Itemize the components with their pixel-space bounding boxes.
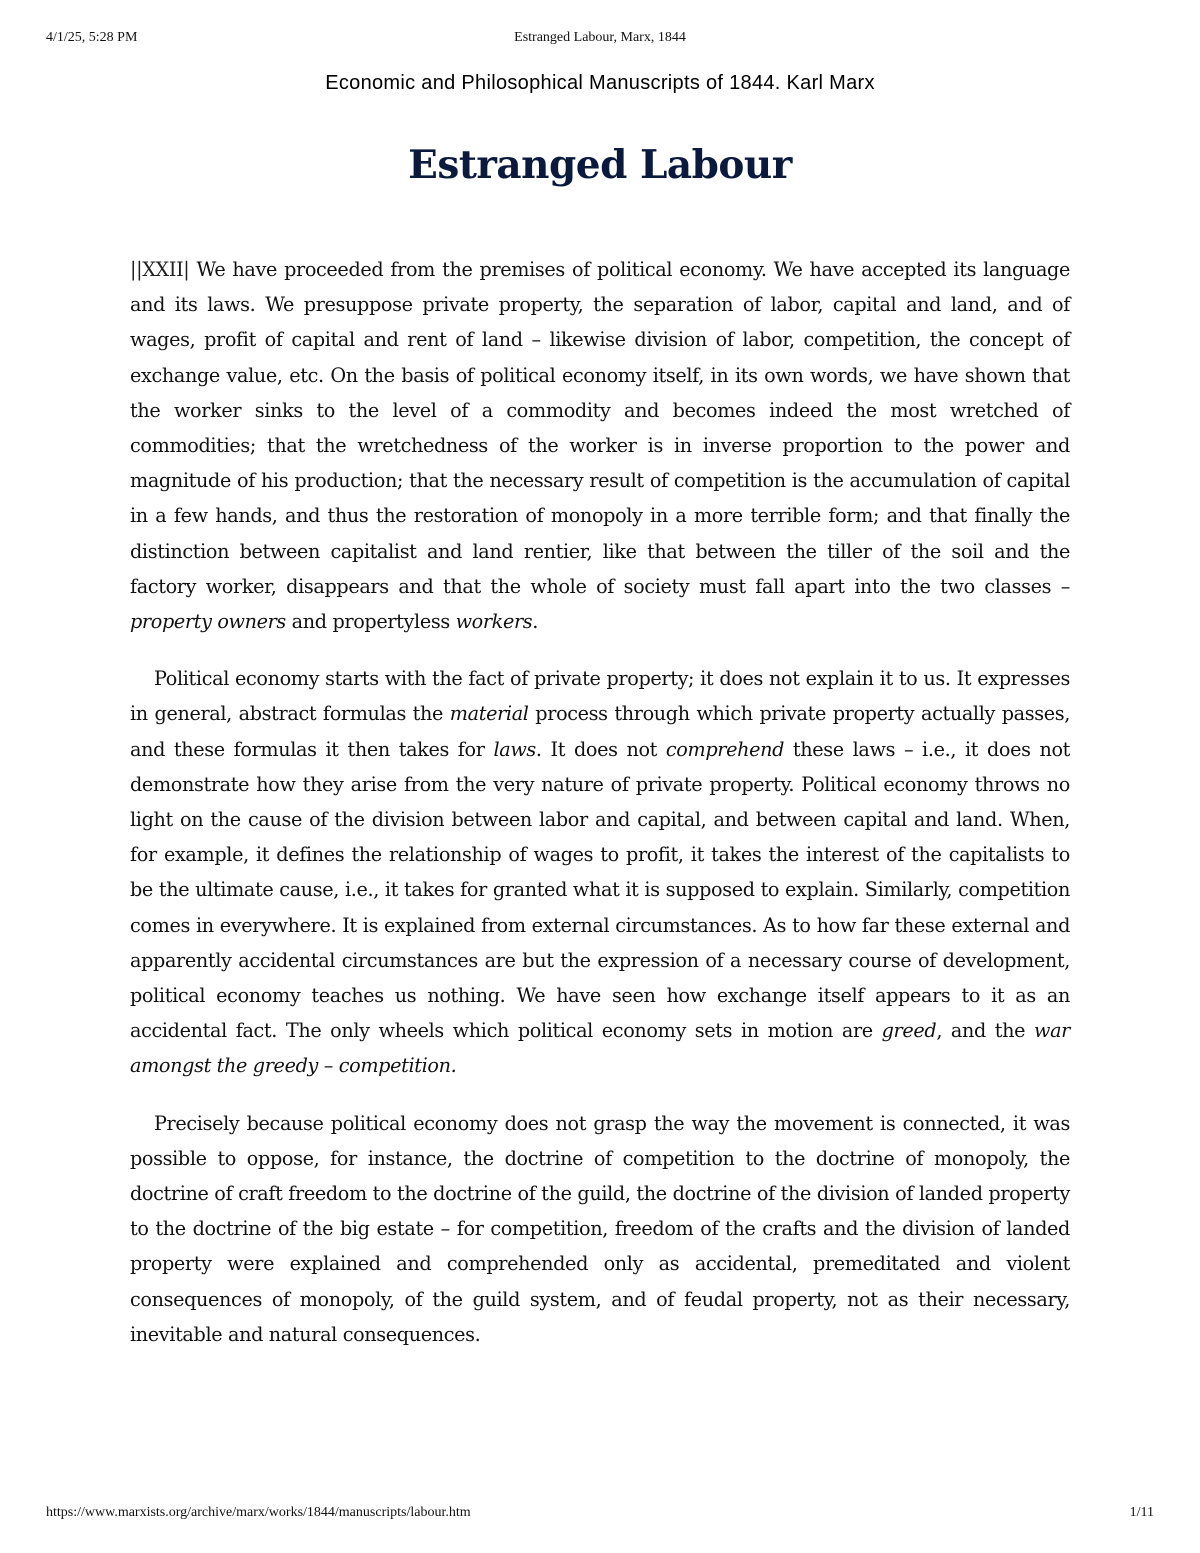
emphasis-text: property owners bbox=[130, 610, 286, 634]
paragraph-1 bbox=[130, 252, 1070, 639]
print-document-title: Estranged Labour, Marx, 1844 bbox=[514, 30, 686, 45]
emphasis-text: material bbox=[449, 702, 529, 726]
emphasis-text: workers bbox=[455, 610, 533, 634]
paragraph-text: process through which private property actually passes, and these formulas it then takes for bbox=[130, 702, 1070, 761]
manuscript-page-marker: ||XXII| bbox=[130, 258, 190, 281]
paragraph-text: We have proceeded from the premises of political economy. We have accepted its language and its laws. We presuppose private property, the separation of labor, capital and land, and of wages, profit of capital and rent of land – likewise division of labor, competition, the concept of exchange value, etc. On the basis of political economy itself, in its own words, we have shown that the worker sinks to the level of a commodity and becomes indeed the most wretched of commodities; that the wretchedness of the worker is in inverse proportion to the power and magnitude of his production; that the necessary result of competition is the accumulation of capital in a few hands, and thus the restoration of monopoly in a more terrible form; and that finally the distinction between capitalist and land rentier, like that between the tiller of the soil and the factory worker, disappears and that the whole of society must fall apart into the two classes – bbox=[130, 258, 1070, 598]
paragraph-2 bbox=[130, 661, 1070, 1083]
emphasis-text: laws bbox=[493, 737, 536, 761]
work-title: Economic and Philosophical Manuscripts of 1844. Karl Marx bbox=[325, 72, 875, 94]
print-date: 4/1/25, 5:28 PM bbox=[46, 30, 138, 45]
paragraph-text: Political economy starts with the fact of private property; it does not explain it to us. It expresses in general, abstract formulas the bbox=[130, 667, 1070, 726]
paragraph-text: and propertyless bbox=[285, 610, 456, 634]
emphasis-text: comprehend bbox=[665, 737, 785, 761]
paragraph-text: these laws – i.e., it does not demonstrate how they arise from the very nature of private property. Political economy throws no light on the cause of the division between labor and capital, and between capital and land. When, for example, it defines the relationship of wages to profit, it takes the interest of the capitalists to be the ultimate cause, i.e., it takes for granted what it is supposed to explain. Similarly, competition comes in everywhere. It is explained from external circumstances. As to how far these external and apparently accidental circumstances are but the expression of a necessary course of development, political economy teaches us nothing. We have seen how exchange itself appears to it as an accidental fact. The only wheels which political economy sets in motion are bbox=[130, 737, 1071, 1043]
paragraph-3: Precisely because political economy does not grasp the way the movement is connected, it was possible to oppose, for instance, the doctrine of competition to the doctrine of monopoly, the doctrine of craft freedom to the doctrine of the guild, the doctrine of the division of landed property to the doctrine of the big estate – for competition, freedom of the crafts and the division of landed property were explained and comprehended only as accidental, premeditated and violent consequences of monopoly, of the guild system, and of feudal property, not as their necessary, inevitable and natural consequences. bbox=[130, 1111, 1070, 1346]
paragraph-text: . bbox=[532, 610, 539, 634]
paragraph-text: . It does not bbox=[535, 737, 666, 761]
emphasis-text: greed bbox=[881, 1019, 937, 1043]
paragraph-text: , and the bbox=[936, 1019, 1034, 1043]
page-number: 1/11 bbox=[1129, 1505, 1154, 1520]
source-url: https://www.marxists.org/archive/marx/works/1844/manuscripts/labour.htm bbox=[46, 1505, 471, 1520]
print-header bbox=[46, 30, 1154, 50]
page-title: Estranged Labour bbox=[408, 142, 792, 188]
print-footer bbox=[46, 1505, 1154, 1525]
article-body bbox=[130, 252, 1070, 1374]
emphasis-text: war amongst the greedy – competition. bbox=[130, 1019, 1070, 1078]
